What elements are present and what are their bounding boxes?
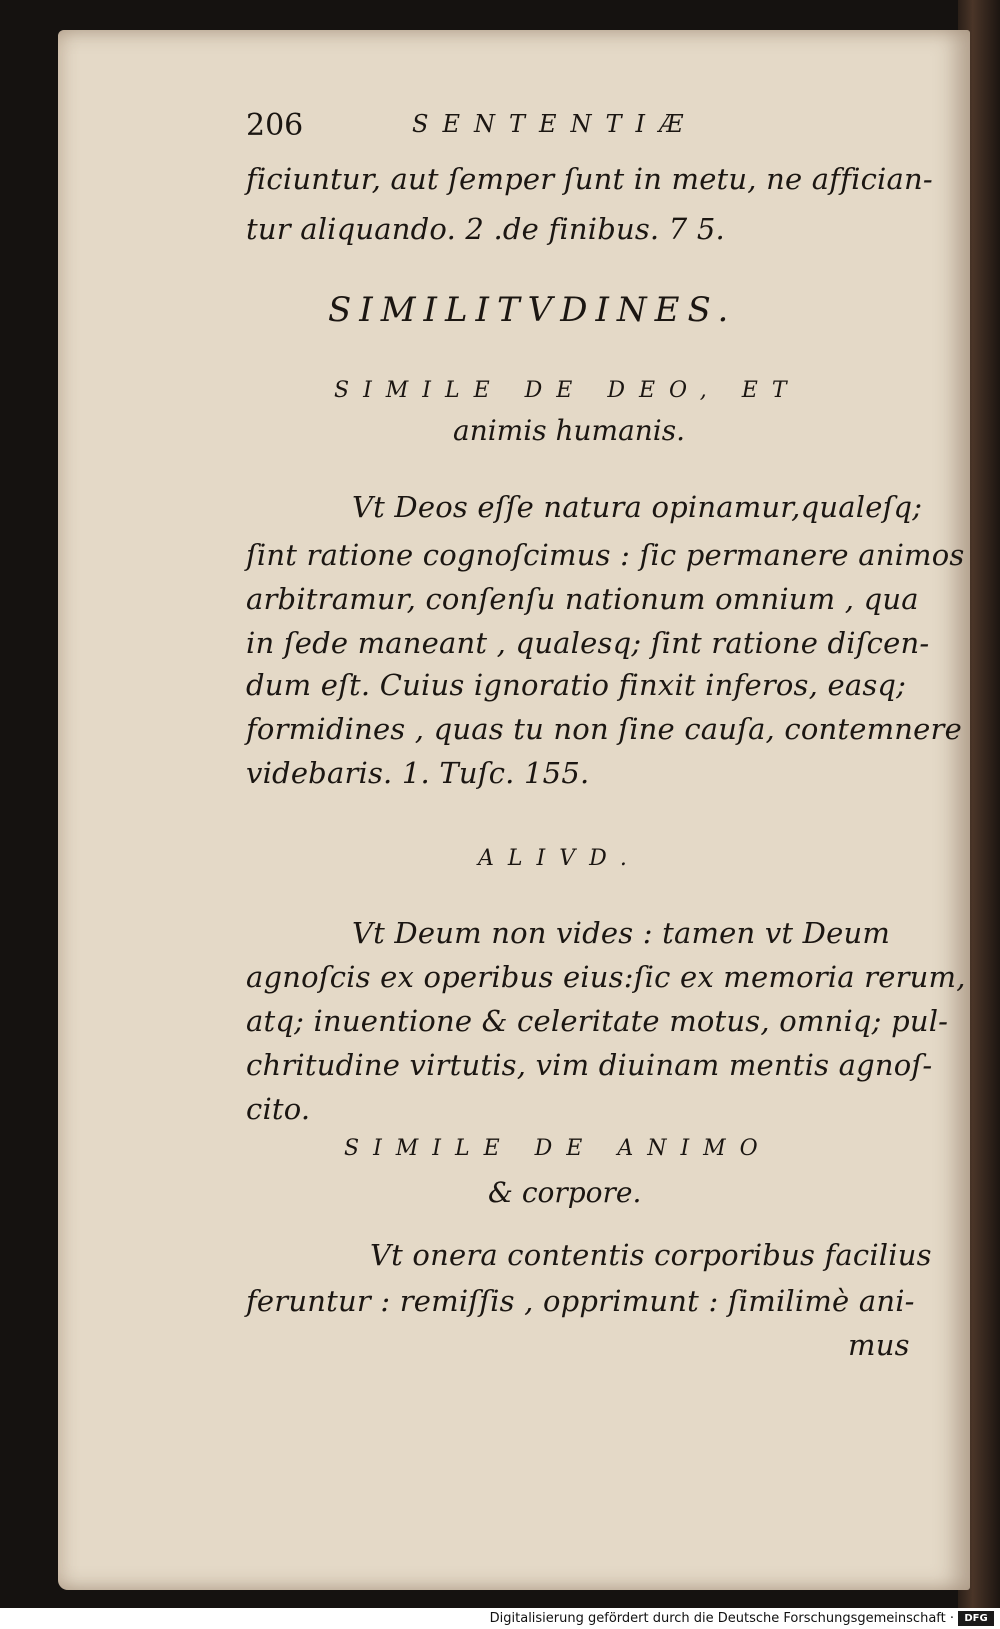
text-line: cito. xyxy=(246,1092,311,1126)
text-line: agnoſcis ex operibus eius:ſic ex memoria rerum, xyxy=(246,960,966,994)
footer-bar xyxy=(0,1608,1000,1629)
paper-page xyxy=(58,30,970,1590)
page-number: 206 xyxy=(246,108,304,143)
text-line: ſint ratione cognoſcimus : ſic permanere animos xyxy=(246,538,965,572)
dfg-logo: DFG xyxy=(958,1611,994,1626)
text-line: tur aliquando. 2 .de finibus. 7 5. xyxy=(246,212,725,246)
text-line: videbaris. 1. Tuſc. 155. xyxy=(246,756,590,790)
text-line: formidines , quas tu non ſine cauſa, contemnere xyxy=(246,712,962,746)
subheading-caps: ALIVD. xyxy=(478,846,641,871)
text-line: chritudine virtutis, vim diuinam mentis agnoſ- xyxy=(246,1048,933,1082)
section-title: SIMILITVDINES. xyxy=(328,290,737,330)
subheading-lower: & corpore. xyxy=(488,1176,642,1209)
subheading-caps: SIMILE DE DEO, ET xyxy=(334,378,801,403)
running-head: SENTENTIÆ xyxy=(412,110,697,138)
text-line: feruntur : remiſſis , opprimunt : ſimilimè ani- xyxy=(246,1284,915,1318)
subheading-caps: SIMILE DE ANIMO xyxy=(344,1136,772,1161)
catchword: mus xyxy=(848,1328,910,1362)
subheading-lower: animis humanis. xyxy=(453,414,686,447)
text-line: Vt onera contentis corporibus facilius xyxy=(370,1238,932,1272)
text-line: ficiuntur, aut ſemper ſunt in metu, ne affician- xyxy=(246,162,933,196)
text-line: dum eſt. Cuius ignoratio finxit inferos, easq; xyxy=(246,668,907,702)
text-line: Vt Deum non vides : tamen vt Deum xyxy=(352,916,891,950)
text-line: arbitramur, conſenſu nationum omnium , qua xyxy=(246,582,919,616)
text-line: Vt Deos eſſe natura opinamur,qualeſq; xyxy=(352,490,923,524)
text-line: in ſede maneant , qualesq; ſint ratione diſcen- xyxy=(246,626,930,660)
funding-credit: Digitalisierung gefördert durch die Deutsche Forschungsgemeinschaft · xyxy=(489,1611,954,1626)
text-line: atq; inuentione & celeritate motus, omniq; pul- xyxy=(246,1004,949,1038)
